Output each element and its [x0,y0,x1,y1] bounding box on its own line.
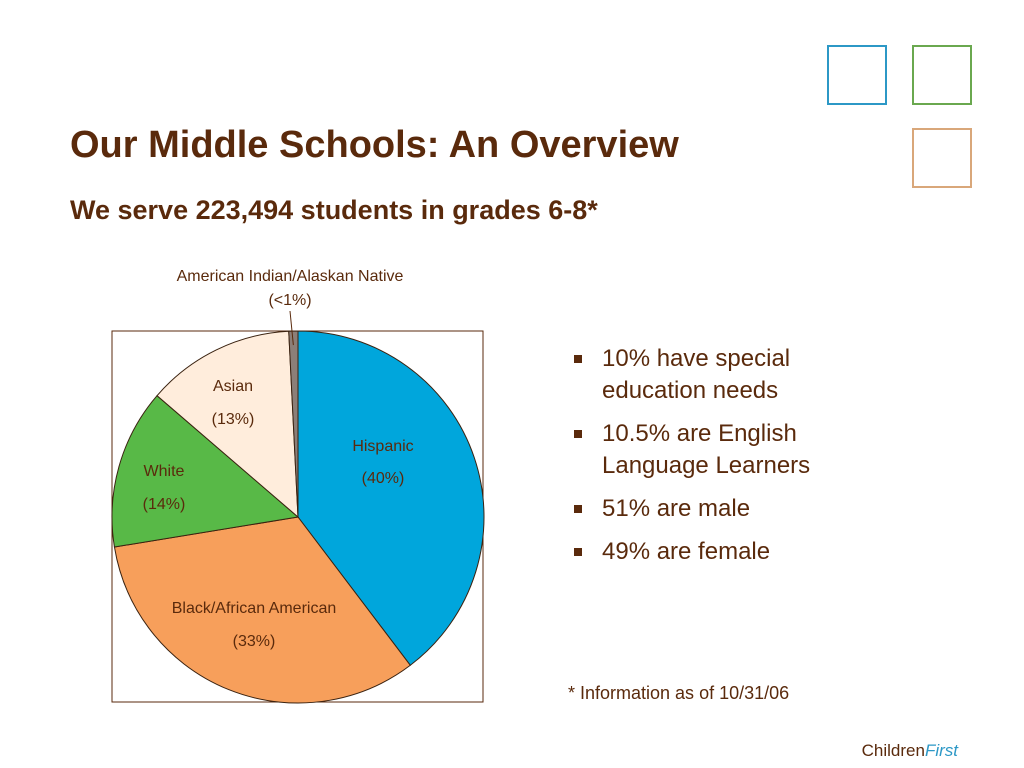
fact-text: 49% are female [602,538,771,565]
brand-text-children: Children [861,741,925,760]
slide-subtitle: We serve 223,494 students in grades 6-8* [70,195,598,225]
slide-title: Our Middle Schools: An Overview [70,124,679,166]
square-bullet-icon [574,548,582,556]
slice-label-category: Black/African American [171,600,337,617]
fact-item [572,418,872,482]
fact-item [572,536,872,568]
footnote: * Information as of 10/31/06 [568,683,790,703]
slice-label-percent: (33%) [232,633,276,650]
square-bullet-icon [574,430,582,438]
slice-label-category: White [143,463,185,480]
slice-label-category: Asian [212,378,254,395]
fact-item [572,493,872,525]
fact-text: 10.5% are English Language Learners [602,420,811,479]
brand-logo [862,741,958,761]
square-bullet-icon [574,505,582,513]
slice-label-percent: (13%) [211,411,255,428]
slice-label-category: Hispanic [352,438,414,455]
fact-item [572,343,872,407]
slice-label-category: American Indian/Alaskan Native [176,268,404,285]
fact-text: 10% have special education needs [602,345,791,404]
fact-text: 51% are male [602,495,751,522]
facts-list [572,343,872,579]
slice-label-percent: (40%) [361,470,405,487]
square-bullet-icon [574,355,582,363]
brand-text-first: First [924,741,958,760]
slice-label-percent: (14%) [142,496,186,513]
slice-label-percent: (<1%) [268,292,312,309]
